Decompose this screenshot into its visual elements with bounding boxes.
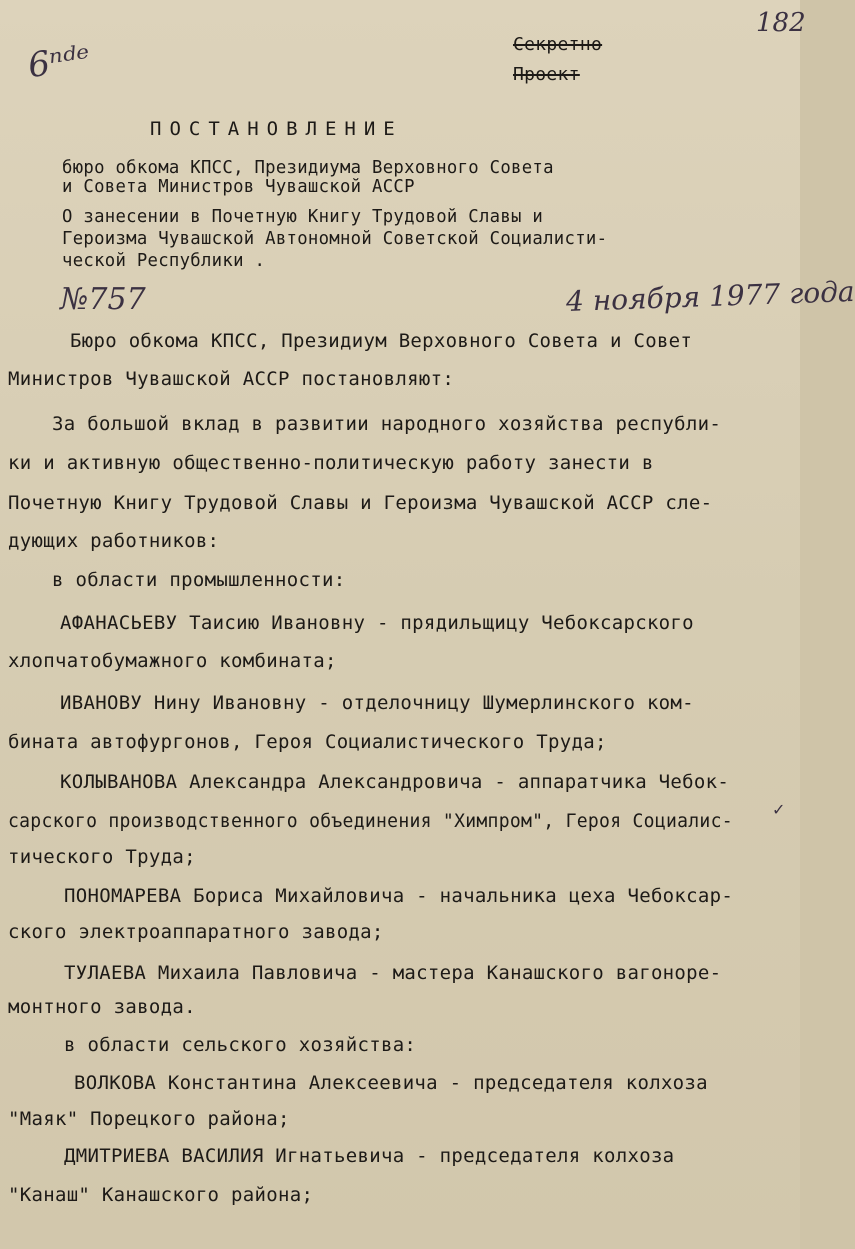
body-line: ского электроаппаратного завода;	[8, 921, 384, 943]
body-line: Почетную Книгу Трудовой Славы и Героизма Чувашской АССР сле-	[8, 492, 713, 514]
document-date: 4 ноября 1977 года	[565, 274, 855, 319]
body-line: Бюро обкома КПСС, Президиум Верховного Совета и Совет	[70, 330, 693, 352]
body-line: ДМИТРИЕВА ВАСИЛИЯ Игнатьевича - председателя колхоза	[64, 1145, 675, 1167]
subject-line-1: О занесении в Почетную Книгу Трудовой Славы и	[62, 206, 544, 227]
body-line: ИВАНОВУ Нину Ивановну - отделочницу Шумерлинского ком-	[60, 692, 694, 714]
body-line: "Канаш" Канашского района;	[8, 1184, 314, 1206]
body-line: тического Труда;	[8, 846, 196, 868]
classification-secret: Секретно	[513, 34, 603, 55]
body-line: "Маяк" Порецкого района;	[8, 1108, 290, 1130]
classification-draft: Проект	[513, 64, 580, 85]
subject-line-3: ческой Республики .	[62, 250, 266, 271]
body-line: ТУЛАЕВА Михаила Павловича - мастера Канашского вагоноре-	[64, 962, 722, 984]
page-number: 182	[756, 8, 806, 38]
body-line: ПОНОМАРЕВА Бориса Михайловича - начальника цеха Чебоксар-	[64, 885, 734, 907]
body-line: ВОЛКОВА Константина Алексеевича - председателя колхоза	[74, 1072, 708, 1094]
body-line: дующих работников:	[8, 530, 220, 552]
subject-line-2: Героизма Чувашской Автономной Советской Социалисти-	[62, 228, 608, 249]
body-line: бината автофургонов, Героя Социалистического Труда;	[8, 731, 607, 753]
issuers-line-2: и Совета Министров Чувашской АССР	[62, 176, 415, 197]
handwritten-note: 6ⁿᵈᵉ	[25, 37, 93, 87]
section-heading: в области сельского хозяйства:	[64, 1034, 417, 1056]
body-line: КОЛЫВАНОВА Александра Александровича - аппаратчика Чебок-	[60, 771, 730, 793]
body-line: монтного завода.	[8, 996, 196, 1018]
body-line: За большой вклад в развитии народного хозяйства республи-	[52, 413, 722, 435]
body-line: АФАНАСЬЕВУ Таисию Ивановну - прядильщицу Чебоксарского	[60, 612, 694, 634]
document-number: №757	[60, 282, 146, 317]
issuers-line-1: бюро обкома КПСС, Президиума Верховного Совета	[62, 157, 554, 178]
body-line: хлопчатобумажного комбината;	[8, 650, 337, 672]
margin-check-mark: ✓	[772, 800, 786, 819]
section-heading: в области промышленности:	[52, 569, 346, 591]
document-title: ПОСТАНОВЛЕНИЕ	[150, 118, 403, 140]
body-line: ки и активную общественно-политическую работу занести в	[8, 452, 654, 474]
body-line: Министров Чувашской АССР постановляют:	[8, 368, 455, 390]
body-line: сарского производственного объединения "Химпром", Героя Социалис-	[8, 810, 733, 832]
